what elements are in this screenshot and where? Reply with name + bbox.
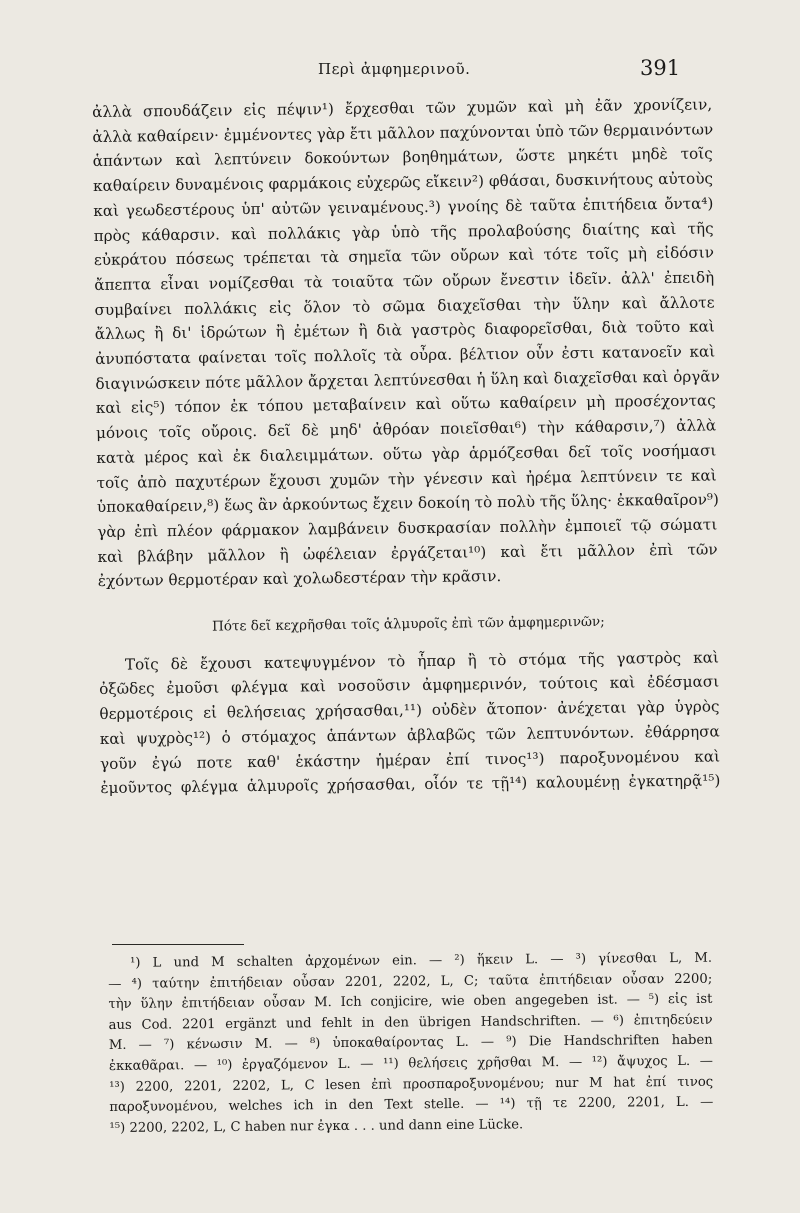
text-line: καὶ γεωδεστέρους ὑπ' αὐτῶν γειναμένους.³) γνοίης δὲ ταῦτα ἐπιτήδεια ὄντα⁴) — [93, 194, 714, 220]
footnote-line: ¹⁵) 2200, 2202, L, C haben nur ἐγκα . . . und dann eine Lücke. — [109, 1117, 524, 1136]
text-line: καθαίρειν δυναμένοις φαρμάκοις εὐχερῶς εἴκειν²) φθάσαι, δυσκινήτους αὐτοὺς — [92, 169, 714, 196]
text-line: καὶ βλάβην μᾶλλον ἢ ὠφέλειαν ἐργάζεται¹⁰) καὶ ἔτι μᾶλλον ἐπὶ τῶν — [97, 540, 718, 566]
text-line: γοῦν ἐγώ ποτε καθ' ἑκάστην ἡμέραν ἐπί τινος¹³) παροξυνομένου καὶ — [99, 746, 721, 773]
text-line: πρὸς κάθαρσιν. καὶ πολλάκις γὰρ ὑπὸ τῆς προλαβούσης διαίτης καὶ τῆς — [93, 218, 714, 245]
main-text — [92, 92, 721, 801]
text-line: τοῖς ἀπὸ παχυτέρων ἔχουσι χυμῶν τὴν γένεσιν καὶ ἠρέμα λεπτύνειν τε καὶ — [96, 465, 717, 492]
footnote-line: M. — ⁷) κένωσιν M. — ⁸) ὑποκαθαίροντας L. — ⁹) Die Handschriften haben — [108, 1033, 713, 1054]
text-line: Τοῖς δὲ ἔχουσι κατεψυγμένον τὸ ἧπαρ ἢ τὸ στόμα τῆς γαστρὸς καὶ — [124, 648, 719, 674]
text-line: θερμοτέροις εἰ θελήσειας χρήσασθαι,¹¹) οὐδὲν ἄτοπον· ἀνέχεται γὰρ ὑγρὸς — [99, 697, 720, 724]
footnote-line: τὴν ὕλην ἐπιτήδειαν οὖσαν M. Ich conjicire, wie oben angegeben ist. — ⁵) εἰς ist — [108, 991, 713, 1013]
text-line: ἄλλως ἢ δι' ἱδρώτων ἢ ἐμέτων ἢ διὰ γαστρὸς διαφορεῖσθαι, διὰ τοῦτο καὶ — [94, 317, 715, 344]
footnote-line: παροξυνομένου, welches ich in den Text stelle. — ¹⁴) τῇ τε 2200, 2201, L. — — [109, 1094, 714, 1116]
text-line: ἀλλὰ καθαίρειν· ἐμμένοντες γὰρ ἔτι μᾶλλον παχύνονται ὑπὸ τῶν θερμαινόντων — [92, 120, 714, 146]
text-line: ὀξῶδες ἐμοῦσι φλέγμα καὶ νοσοῦσιν ἀμφημερινόν, τούτοις καὶ ἐδέσμασι — [99, 672, 720, 699]
text-line: καὶ εἰς⁵) τόπον ἐκ τόπου μεταβαίνειν καὶ οὕτω καθαίρειν μὴ προσέχοντας — [95, 391, 716, 418]
footnote-line: ἐκκαθᾶραι. — ¹⁰) ἐργαζόμενον L. — ¹¹) θελήσεις χρῆσθαι M. — ¹²) ἄψυχος L. — — [108, 1053, 714, 1074]
text-line: καὶ ψυχρὸς¹²) ὁ στόμαχος ἁπάντων ἀβλαβῶς τῶν λεπτυνόντων. ἐθάρρησα — [99, 722, 720, 748]
text-line: μόνοις τοῖς οὔροις. δεῖ δὲ μηδ' ἀθρόαν ποιεῖσθαι⁶) τὴν κάθαρσιν,⁷) ἀλλὰ — [95, 416, 717, 443]
text-line: ἄπεπτα εἶναι νομίζεσθαι τὰ τοιαῦτα τῶν οὔρων ἔνεστιν ἰδεῖν. ἀλλ' ἐπειδὴ — [94, 268, 715, 294]
text-line: ἐχόντων θερμοτέραν καὶ χολωδεστέραν τὴν κρᾶσιν. — [97, 567, 502, 591]
footnote-line: — ⁴) ταύτην ἐπιτήδειαν οὖσαν 2201, 2202, L, C; ταῦτα ἐπιτήδειαν οὖσαν 2200; — [108, 971, 713, 992]
text-line: ἀλλὰ σπουδάζειν εἰς πέψιν¹) ἔρχεσθαι τῶν χυμῶν καὶ μὴ ἐᾶν χρονίζειν, — [92, 95, 713, 121]
text-line: διαγινώσκειν πότε μᾶλλον ἄρχεται λεπτύνεσθαι ἡ ὕλη καὶ διαχεῖσθαι καὶ ὀργᾶν — [95, 367, 720, 393]
text-line: ἀνυπόστατα φαίνεται τοῖς πολλοῖς τὰ οὖρα. βέλτιον οὖν ἐστι κατανοεῖν καὶ — [95, 342, 716, 369]
footnote-line: ¹) L und M schalten ἀρχομένων ein. — ²) ἥκειν L. — ³) γίνεσθαι L, M. — [130, 950, 713, 971]
text-line: ὑποκαθαίρειν,⁸) ἕως ἂν ἀρκούντως ἔχειν δοκοίη τὸ πολὺ τῆς ὕλης· ἐκκαθαῖρον⁹) — [96, 490, 719, 517]
footnote-line: aus Cod. 2201 ergänzt und fehlt in den übrigen Handschriften. — ⁶) ἐπιτηδεύειν — [108, 1012, 713, 1033]
footnote-line: ¹³) 2200, 2201, 2202, L, C lesen ἐπὶ προσπαροξυνομένου; nur M hat ἐπί τινος — [109, 1074, 714, 1095]
page-header — [0, 56, 800, 86]
text-line: ἐμοῦντος φλέγμα ἁλμυροῖς χρήσασθαι, οἷόν τε τῇ¹⁴) καλουμένῃ ἐγκατηρᾷ¹⁵) — [100, 771, 721, 798]
running-title: Περὶ ἀμφημερινοῦ. — [318, 60, 471, 78]
footnote-divider — [112, 944, 244, 945]
text-line: εὐκράτου πόσεως τρέπεται τὰ σημεῖα τῶν οὔρων καὶ τότε τοῖς μὴ εἰδόσιν — [93, 243, 715, 270]
text-line: ἁπάντων καὶ λεπτύνειν δοκούντων βοηθημάτων, ὥστε μηκέτι μηδὲ τοῖς — [92, 144, 713, 171]
footnotes — [108, 949, 714, 1140]
text-line: γὰρ ἐπὶ πλέον φάρμακον λαμβάνειν δυσκρασίαν πολλὴν ἐμποιεῖ τῷ σώματι — [97, 515, 718, 541]
section-heading: Πότε δεῖ κεχρῆσθαι τοῖς ἁλμυροῖς ἐπὶ τῶν ἀμφημερινῶν; — [211, 613, 605, 635]
text-line: συμβαίνει πολλάκις εἰς ὅλον τὸ σῶμα διαχεῖσθαι τὴν ὕλην καὶ ἄλλοτε — [94, 293, 715, 319]
text-line: κατὰ μέρος καὶ ἐκ διαλειμμάτων. οὕτω γὰρ ἁρμόζεσθαι δεῖ τοῖς νοσήμασι — [96, 441, 717, 467]
page-number: 391 — [640, 56, 681, 80]
